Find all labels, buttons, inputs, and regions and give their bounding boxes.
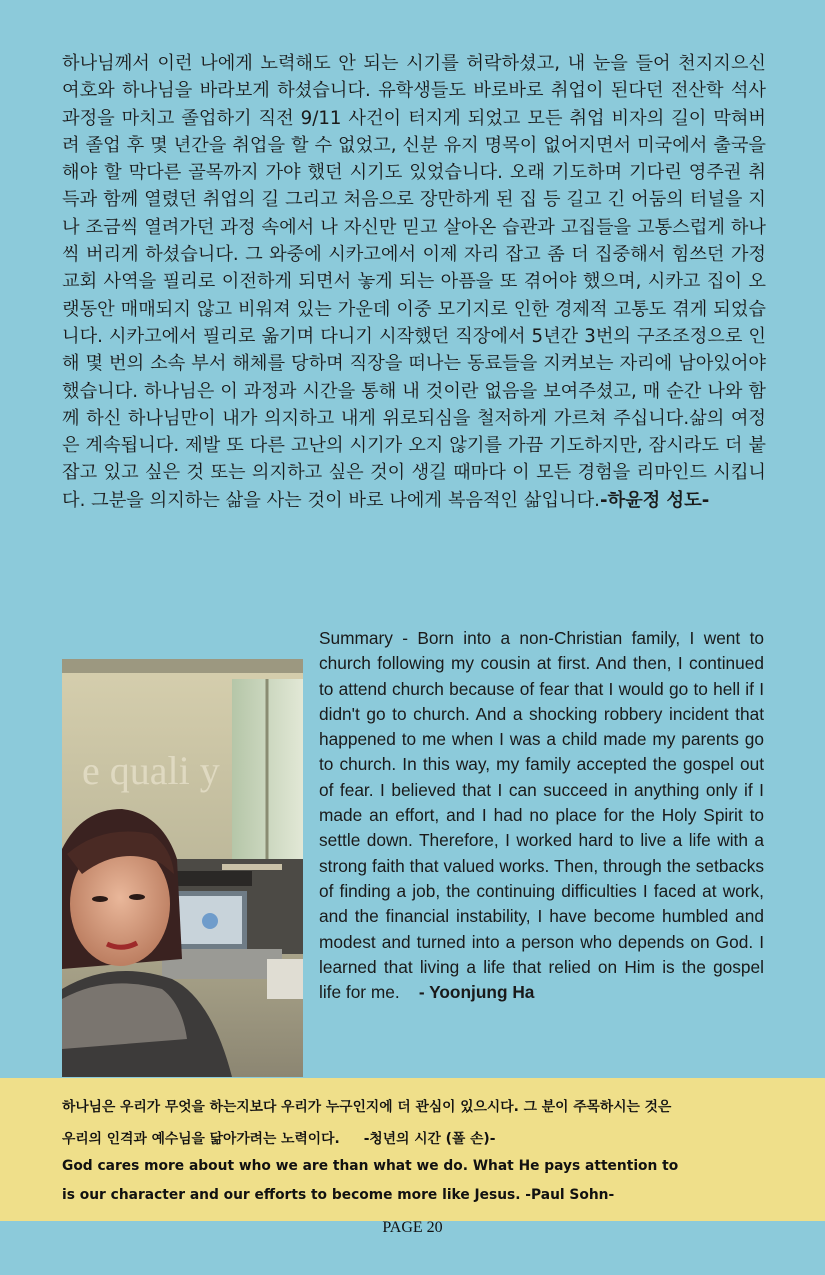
korean-testimony-text bbox=[62, 50, 766, 514]
quote-korean-line-2: 우리의 인격과 예수님을 닮아가려는 노력이다. -청년의 시간 (폴 손)- bbox=[62, 1131, 496, 1147]
wall-lettering: e quali y bbox=[82, 748, 220, 793]
korean-body: 하나님께서 이런 나에게 노력해도 안 되는 시기를 허락하셨고, 내 눈을 들어 천지지으신 여호와 하나님을 바라보게 하셨습니다. 유학생들도 바로바로 취업이 된다던 전산학 석사과정을 마치고 졸업하기 직전 9/11 사건이 터지게 되었고 모든 취업 비자의 길이 막혀버려 졸업 후 몇 년간을 취업을 할 수 없었고, 신분 유지 명목이 없어지면서 미국에서 출국을 해야 할 막다른 골목까지 가야 했던 시기도 있었습니다. 오래 기도하며 기다린 영주권 취득과 함께 열렸던 취업의 길 그리고 처음으로 장만하게 된 집 등 길고 긴 어둠의 터널을 지나 조금씩 열려가던 과정 속에서 나 자신만 믿고 살아온 습관과 고집들을 고통스럽게 하나씩 버리게 하셨습니다. 그 와중에 시카고에서 이제 자리 잡고 좀 더 집중해서 힘쓰던 가정교회 사역을 필리로 이전하게 되면서 놓게 되는 아픔을 또 겪어야 했으며, 시카고 집이 오랫동안 매매되지 않고 비워져 있는 가운데 이중 모기지로 인한 경제적 고통도 겪게 되었습니다. 시카고에서 필리로 옮기며 다니기 시작했던 직장에서 5년간 3번의 구조조정으로 인해 몇 번의 소속 부서 해체를 당하며 직장을 떠나는 동료들을 지켜보는 자리에 남아있어야 했습니다. 하나님은 이 과정과 시간을 통해 내 것이란 없음을 보여주셨고, 매 순간 나와 함께 하신 하나님만이 내가 의지하고 내게 위로되심을 철저하게 가르쳐 주십니다.삶의 여정은 계속됩니다. 제발 또 다른 고난의 시기가 오지 않기를 가끔 기도하지만, 잠시라도 더 붙잡고 있고 싶은 것 또는 의지하고 싶은 것이 생길 때마다 이 모든 경험을 리마인드 시킵니다. 그분을 의지하는 삶을 사는 것이 바로 나에게 복음적인 삶입니다. bbox=[62, 53, 766, 511]
english-summary-text bbox=[319, 626, 764, 1005]
summary-body: Summary - Born into a non-Christian family, I went to church following my cousin at first. And then, I continued to attend church because of fear that I would go to hell if I didn't go to church. And a shocking robbery incident that happened to me when I was a child made my parents go to church. In this way, my family accepted the gospel out of fear. I believed that I can succeed in anything only if I made an effort, and I had no place for the Holy Spirit to settle down. Therefore, I worked hard to live a life with a strong faith that valued works. Then, through the setbacks of finding a job, the continuing difficulties I faced at work, and the financial instability, I have become humbled and modest and turned into a person who depends on God. I learned that living a life that relied on Him is the gospel life for me. bbox=[319, 628, 764, 1003]
quote-korean-line-1: 하나님은 우리가 무엇을 하는지보다 우리가 누구인지에 더 관심이 있으시다. 그 분이 주목하시는 것은 bbox=[62, 1099, 672, 1115]
page-number: PAGE 20 bbox=[382, 1219, 443, 1236]
quote-banner bbox=[0, 1078, 825, 1221]
quote-english-line-2: is our character and our efforts to become more like Jesus. -Paul Sohn- bbox=[62, 1187, 615, 1203]
summary-signature: - Yoonjung Ha bbox=[418, 982, 535, 1003]
korean-author: -하윤정 성도- bbox=[599, 489, 710, 511]
portrait-illustration bbox=[62, 659, 303, 1077]
portrait-photo bbox=[62, 659, 303, 1077]
quote-english-line-1: God cares more about who we are than what we do. What He pays attention to bbox=[62, 1158, 679, 1174]
